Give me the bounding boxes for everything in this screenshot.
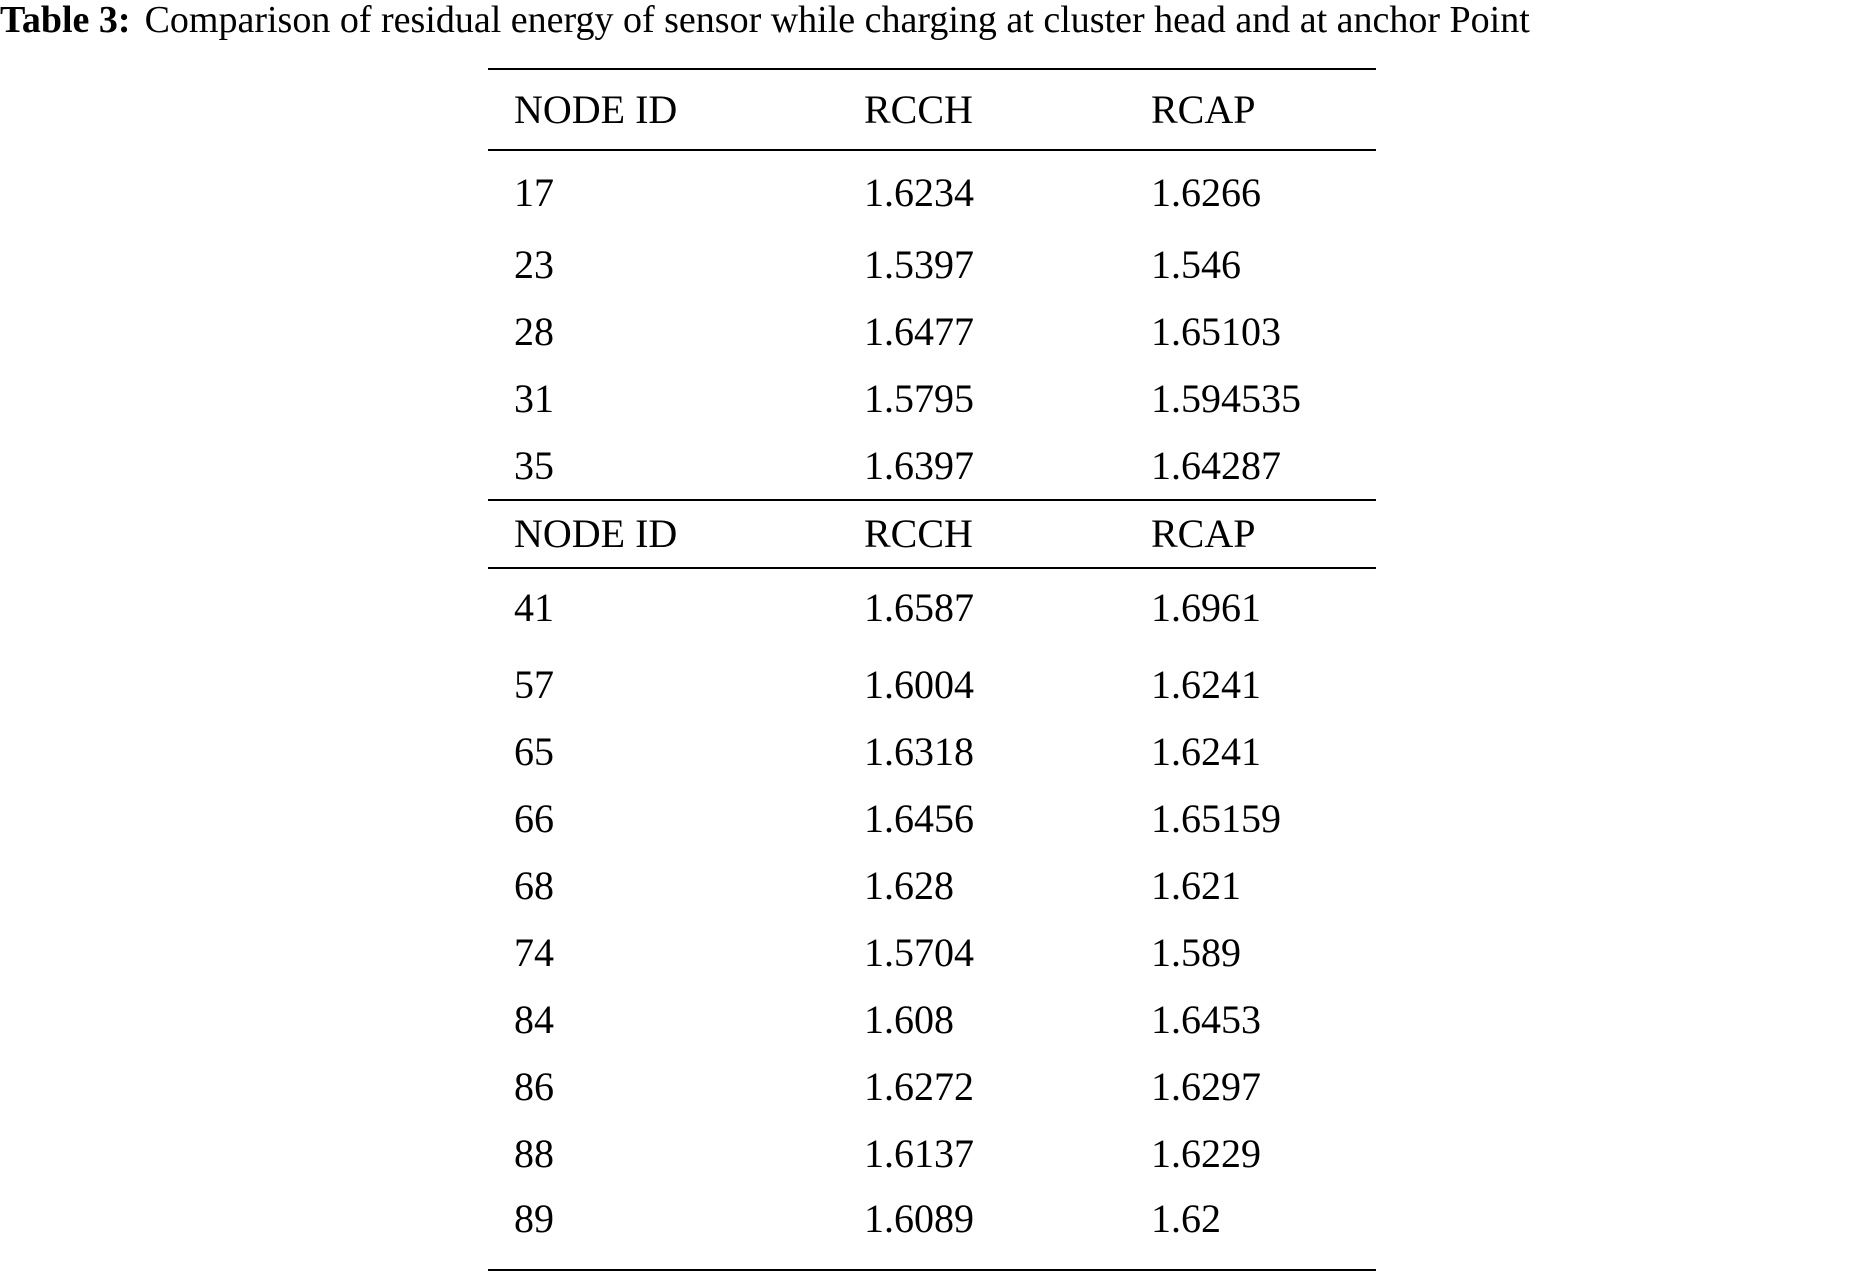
table-row: [488, 986, 1376, 1053]
node-id-cell: 31: [514, 376, 554, 421]
table-row: [488, 1120, 1376, 1187]
rcch-cell: 1.6318: [864, 729, 974, 774]
rcap-cell: 1.65103: [1151, 309, 1281, 354]
rcch-cell: 1.6272: [864, 1064, 974, 1109]
rcch-cell: 1.6456: [864, 796, 974, 841]
rcap-cell: 1.6961: [1151, 585, 1261, 630]
rcch-cell: 1.5704: [864, 930, 974, 975]
rcch-cell: 1.6397: [864, 443, 974, 488]
table-row: [488, 718, 1376, 785]
node-id-cell: 65: [514, 729, 554, 774]
rcap-cell: 1.594535: [1151, 376, 1301, 421]
rcap-cell: 1.6297: [1151, 1064, 1261, 1109]
header-row-repeat: [488, 501, 1376, 567]
rcch-cell: 1.6477: [864, 309, 974, 354]
rcch-cell: 1.6137: [864, 1131, 974, 1176]
table-row: [488, 651, 1376, 718]
rcap-cell: 1.6241: [1151, 729, 1261, 774]
table-row: [488, 151, 1376, 231]
rcap-cell: 1.546: [1151, 242, 1241, 287]
caption-label: Table 3:: [0, 0, 131, 41]
rcap-cell: 1.621: [1151, 863, 1241, 908]
table-row: [488, 365, 1376, 432]
table-caption: [0, 0, 1866, 40]
column-header-rcap: RCAP: [1151, 87, 1256, 132]
caption-text: Comparison of residual energy of sensor while charging at cluster head and at anchor Point: [144, 0, 1530, 41]
node-id-cell: 66: [514, 796, 554, 841]
node-id-cell: 86: [514, 1064, 554, 1109]
node-id-cell: 84: [514, 997, 554, 1042]
rcch-cell: 1.6587: [864, 585, 974, 630]
rcch-cell: 1.6004: [864, 662, 974, 707]
header-row: [488, 70, 1376, 149]
node-id-cell: 89: [514, 1196, 554, 1241]
column-header-node-id: NODE ID: [514, 87, 678, 132]
column-header-rcch: RCCH: [864, 511, 973, 556]
rcap-cell: 1.65159: [1151, 796, 1281, 841]
rcch-cell: 1.628: [864, 863, 954, 908]
rcap-cell: 1.6229: [1151, 1131, 1261, 1176]
column-header-rcch: RCCH: [864, 87, 973, 132]
table-row: [488, 1187, 1376, 1269]
rcap-cell: 1.6241: [1151, 662, 1261, 707]
column-header-rcap: RCAP: [1151, 511, 1256, 556]
node-id-cell: 74: [514, 930, 554, 975]
table-row: [488, 298, 1376, 365]
node-id-cell: 17: [514, 170, 554, 215]
table-row: [488, 785, 1376, 852]
rcch-cell: 1.5397: [864, 242, 974, 287]
node-id-cell: 35: [514, 443, 554, 488]
rcch-cell: 1.6234: [864, 170, 974, 215]
rcap-cell: 1.589: [1151, 930, 1241, 975]
node-id-cell: 28: [514, 309, 554, 354]
table-row: [488, 432, 1376, 499]
node-id-cell: 68: [514, 863, 554, 908]
table-row: [488, 1053, 1376, 1120]
rcch-cell: 1.608: [864, 997, 954, 1042]
rcap-cell: 1.62: [1151, 1196, 1221, 1241]
node-id-cell: 41: [514, 585, 554, 630]
column-header-node-id: NODE ID: [514, 511, 678, 556]
table-row: [488, 919, 1376, 986]
node-id-cell: 88: [514, 1131, 554, 1176]
rcap-cell: 1.6266: [1151, 170, 1261, 215]
table-row: [488, 569, 1376, 651]
table-row: [488, 852, 1376, 919]
node-id-cell: 23: [514, 242, 554, 287]
table-row: [488, 231, 1376, 298]
rcap-cell: 1.6453: [1151, 997, 1261, 1042]
node-id-cell: 57: [514, 662, 554, 707]
rcap-cell: 1.64287: [1151, 443, 1281, 488]
rcch-cell: 1.6089: [864, 1196, 974, 1241]
residual-energy-table: [488, 68, 1376, 1271]
rcch-cell: 1.5795: [864, 376, 974, 421]
